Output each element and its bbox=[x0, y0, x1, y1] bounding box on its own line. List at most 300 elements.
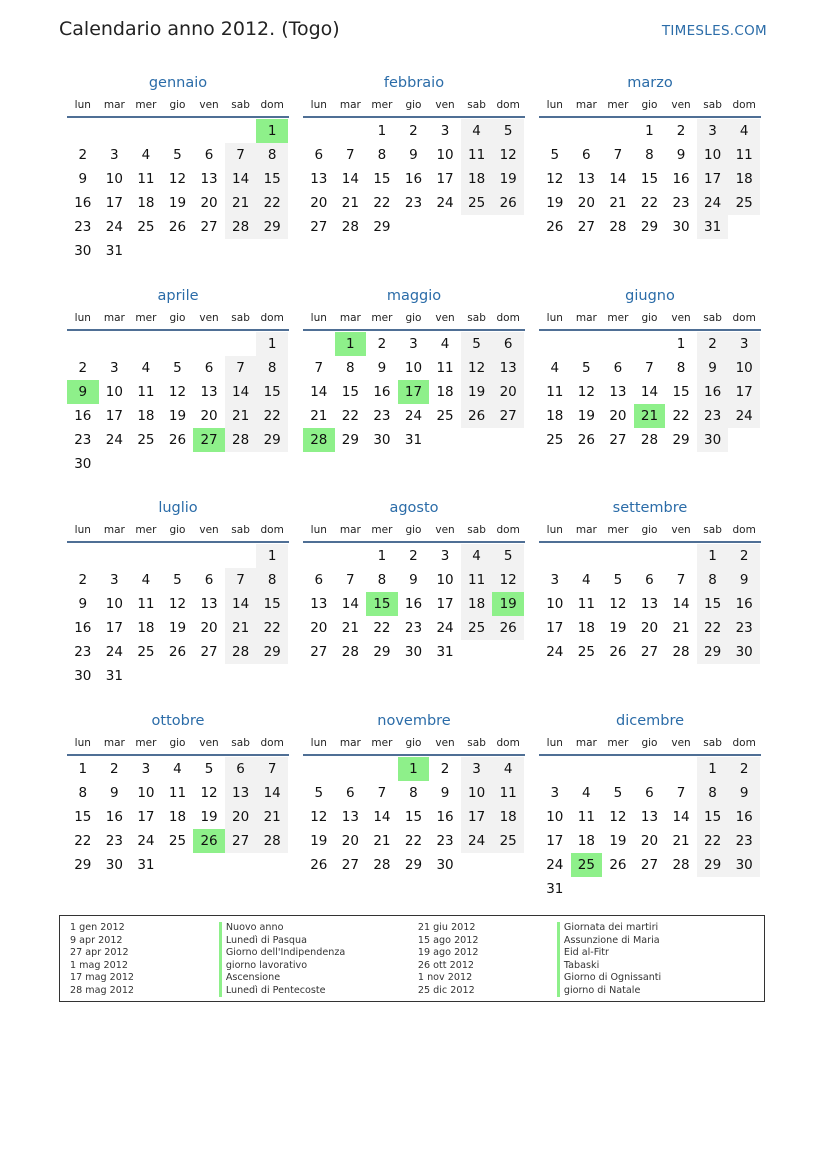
empty-cell bbox=[539, 757, 571, 781]
weekday-label: gio bbox=[641, 312, 658, 324]
day-cell: 10 bbox=[728, 356, 760, 380]
day-cell: 12 bbox=[492, 143, 524, 167]
empty-cell bbox=[728, 428, 760, 452]
day-cell: 3 bbox=[110, 147, 119, 163]
day-cell: 4 bbox=[440, 336, 450, 352]
day-cell: 26 bbox=[609, 644, 627, 660]
empty-cell bbox=[602, 332, 634, 356]
day-cell: 23 bbox=[672, 195, 690, 211]
day-cell: 13 bbox=[492, 356, 524, 380]
day-cell: 24 bbox=[546, 644, 564, 660]
day-cell: 25 bbox=[168, 833, 187, 849]
day-cell: 2 bbox=[78, 147, 88, 163]
empty-cell bbox=[256, 853, 288, 877]
day-cell: 26 bbox=[492, 191, 524, 215]
empty-cell bbox=[571, 877, 603, 901]
day-cell: 27 bbox=[341, 857, 359, 873]
weekday-label: lun bbox=[74, 312, 91, 324]
empty-cell bbox=[193, 544, 225, 568]
holiday-day-cell: 1 bbox=[335, 332, 367, 356]
week-row bbox=[303, 568, 525, 592]
empty-cell bbox=[225, 853, 257, 877]
day-cell: 3 bbox=[697, 119, 729, 143]
day-cell: 29 bbox=[373, 644, 391, 660]
day-cell: 31 bbox=[105, 668, 123, 684]
day-cell: 3 bbox=[461, 757, 493, 781]
day-cell: 20 bbox=[640, 833, 659, 849]
day-cell: 13 bbox=[225, 781, 257, 805]
week-row bbox=[67, 428, 289, 452]
holiday-day-cell: 9 bbox=[67, 380, 99, 404]
empty-cell bbox=[697, 877, 729, 901]
weekday-label: mar bbox=[339, 737, 361, 749]
month-maggio bbox=[303, 285, 525, 452]
day-cell: 23 bbox=[74, 644, 92, 660]
day-cell: 29 bbox=[341, 432, 359, 448]
weekday-header bbox=[67, 732, 289, 756]
day-cell: 10 bbox=[105, 596, 123, 612]
day-cell: 23 bbox=[697, 404, 729, 428]
day-cell: 17 bbox=[137, 809, 155, 825]
day-cell: 23 bbox=[74, 432, 92, 448]
weekday-label: dom bbox=[496, 737, 520, 749]
day-cell: 24 bbox=[137, 833, 155, 849]
day-cell: 2 bbox=[697, 332, 729, 356]
day-cell: 18 bbox=[137, 195, 155, 211]
day-cell: 15 bbox=[640, 171, 659, 187]
month-name: novembre bbox=[377, 713, 451, 729]
empty-cell bbox=[256, 452, 288, 476]
day-cell: 20 bbox=[577, 195, 595, 211]
day-cell: 10 bbox=[436, 147, 454, 163]
day-cell: 8 bbox=[256, 568, 288, 592]
day-cell: 21 bbox=[609, 195, 627, 211]
week-row bbox=[539, 640, 761, 664]
day-cell: 1 bbox=[645, 123, 654, 139]
day-cell: 15 bbox=[341, 384, 359, 400]
day-cell: 30 bbox=[728, 853, 760, 877]
day-cell: 22 bbox=[640, 195, 659, 211]
day-cell: 17 bbox=[436, 596, 454, 612]
month-febbraio bbox=[303, 72, 525, 239]
day-cell: 6 bbox=[645, 785, 654, 801]
weekday-label: gio bbox=[641, 737, 658, 749]
page-title: Calendario anno 2012. (Togo) bbox=[59, 18, 340, 40]
empty-cell bbox=[634, 877, 666, 901]
week-row bbox=[67, 805, 289, 829]
day-cell: 5 bbox=[314, 785, 324, 801]
day-cell: 28 bbox=[225, 215, 257, 239]
empty-cell bbox=[492, 853, 524, 877]
day-cell: 17 bbox=[105, 620, 123, 636]
day-cell: 10 bbox=[461, 781, 493, 805]
day-cell: 8 bbox=[409, 785, 418, 801]
week-row bbox=[539, 356, 761, 380]
day-cell: 4 bbox=[461, 119, 493, 143]
day-cell: 6 bbox=[204, 147, 214, 163]
day-cell: 28 bbox=[672, 857, 690, 873]
day-cell: 6 bbox=[314, 572, 324, 588]
day-cell: 26 bbox=[461, 404, 493, 428]
weekday-label: sab bbox=[703, 524, 722, 536]
empty-cell bbox=[492, 640, 524, 664]
empty-cell bbox=[130, 332, 162, 356]
day-cell: 7 bbox=[314, 360, 324, 376]
weekday-label: sab bbox=[231, 524, 250, 536]
day-cell: 5 bbox=[204, 761, 214, 777]
weekday-label: gio bbox=[169, 524, 186, 536]
day-cell: 21 bbox=[672, 833, 690, 849]
day-cell: 16 bbox=[74, 195, 92, 211]
legend-holiday-name: Lunedì di Pentecoste bbox=[219, 985, 416, 998]
day-cell: 31 bbox=[105, 243, 123, 259]
empty-cell bbox=[602, 119, 634, 143]
day-cell: 8 bbox=[697, 568, 729, 592]
weekday-label: mer bbox=[135, 99, 157, 111]
day-cell: 3 bbox=[440, 123, 450, 139]
day-cell: 26 bbox=[609, 857, 627, 873]
day-cell: 13 bbox=[609, 384, 627, 400]
day-cell: 30 bbox=[697, 428, 729, 452]
legend-date: 28 mag 2012 bbox=[70, 984, 135, 996]
day-cell: 7 bbox=[613, 147, 623, 163]
day-cell: 26 bbox=[577, 432, 595, 448]
legend-holiday-name: Giornata dei martiri bbox=[557, 922, 754, 935]
month-settembre bbox=[539, 497, 761, 664]
month-giugno bbox=[539, 285, 761, 452]
legend-holiday-name: Assunzione di Maria bbox=[557, 935, 754, 948]
day-cell: 18 bbox=[577, 833, 595, 849]
week-row bbox=[67, 853, 289, 877]
day-cell: 31 bbox=[546, 881, 564, 897]
weekday-label: gio bbox=[641, 524, 658, 536]
month-novembre bbox=[303, 710, 525, 877]
day-cell: 27 bbox=[640, 644, 659, 660]
day-cell: 22 bbox=[373, 620, 391, 636]
weekday-label: gio bbox=[405, 524, 422, 536]
day-cell: 16 bbox=[105, 809, 123, 825]
week-row bbox=[303, 592, 525, 616]
empty-cell bbox=[99, 119, 131, 143]
day-cell: 4 bbox=[492, 757, 524, 781]
weekday-label: mar bbox=[103, 99, 125, 111]
empty-cell bbox=[256, 664, 288, 688]
day-cell: 25 bbox=[577, 644, 595, 660]
day-cell: 30 bbox=[404, 644, 423, 660]
day-cell: 23 bbox=[404, 195, 423, 211]
empty-cell bbox=[303, 757, 335, 781]
day-cell: 16 bbox=[404, 596, 423, 612]
empty-cell bbox=[461, 428, 493, 452]
day-cell: 17 bbox=[546, 833, 564, 849]
legend-holiday-name: giorno di Natale bbox=[557, 985, 754, 998]
weekday-label: mar bbox=[339, 312, 361, 324]
day-cell: 20 bbox=[200, 408, 218, 424]
weekday-label: dom bbox=[496, 312, 520, 324]
week-row bbox=[303, 143, 525, 167]
day-cell: 25 bbox=[137, 432, 155, 448]
weekday-label: mer bbox=[607, 737, 629, 749]
week-row bbox=[539, 853, 761, 877]
day-cell: 18 bbox=[461, 167, 493, 191]
day-cell: 26 bbox=[168, 432, 187, 448]
day-cell: 14 bbox=[640, 384, 659, 400]
week-row bbox=[303, 544, 525, 568]
day-cell: 1 bbox=[78, 761, 88, 777]
legend-names-column-1 bbox=[219, 922, 416, 995]
day-cell: 23 bbox=[728, 616, 760, 640]
day-cell: 19 bbox=[546, 195, 564, 211]
day-cell: 18 bbox=[546, 408, 564, 424]
day-cell: 18 bbox=[436, 384, 454, 400]
day-cell: 11 bbox=[436, 360, 454, 376]
weekday-label: ven bbox=[671, 737, 691, 749]
holiday-day-cell: 15 bbox=[366, 592, 398, 616]
weekday-label: mer bbox=[607, 312, 629, 324]
holiday-day-cell: 21 bbox=[634, 404, 666, 428]
empty-cell bbox=[67, 119, 99, 143]
week-row bbox=[303, 781, 525, 805]
day-cell: 20 bbox=[200, 620, 218, 636]
weekday-label: mar bbox=[339, 524, 361, 536]
empty-cell bbox=[634, 332, 666, 356]
weekday-label: mar bbox=[575, 99, 597, 111]
day-cell: 21 bbox=[373, 833, 391, 849]
day-cell: 18 bbox=[168, 809, 187, 825]
day-cell: 2 bbox=[676, 123, 686, 139]
week-row bbox=[303, 119, 525, 143]
day-cell: 2 bbox=[78, 360, 88, 376]
day-cell: 12 bbox=[168, 384, 187, 400]
day-cell: 15 bbox=[74, 809, 92, 825]
week-row bbox=[539, 616, 761, 640]
empty-cell bbox=[303, 119, 335, 143]
empty-cell bbox=[225, 544, 257, 568]
week-row bbox=[539, 404, 761, 428]
day-cell: 27 bbox=[225, 829, 257, 853]
day-cell: 3 bbox=[409, 336, 418, 352]
day-cell: 19 bbox=[609, 833, 627, 849]
month-name: gennaio bbox=[148, 75, 208, 91]
week-row bbox=[67, 781, 289, 805]
day-cell: 17 bbox=[436, 171, 454, 187]
day-cell: 24 bbox=[436, 195, 454, 211]
month-name: giugno bbox=[625, 288, 675, 304]
day-cell: 21 bbox=[341, 195, 359, 211]
day-cell: 29 bbox=[672, 432, 690, 448]
day-cell: 1 bbox=[697, 757, 729, 781]
legend-holiday-name: Giorno di Ognissanti bbox=[557, 972, 754, 985]
legend-holiday-name: Giorno dell'Indipendenza bbox=[219, 947, 416, 960]
empty-cell bbox=[193, 239, 225, 263]
day-cell: 15 bbox=[697, 592, 729, 616]
day-cell: 7 bbox=[346, 572, 355, 588]
day-cell: 3 bbox=[440, 548, 450, 564]
empty-cell bbox=[429, 428, 461, 452]
day-cell: 22 bbox=[672, 408, 690, 424]
day-cell: 25 bbox=[461, 616, 493, 640]
day-cell: 7 bbox=[256, 757, 288, 781]
day-cell: 29 bbox=[74, 857, 92, 873]
day-cell: 31 bbox=[697, 215, 729, 239]
empty-cell bbox=[225, 664, 257, 688]
day-cell: 24 bbox=[461, 829, 493, 853]
day-cell: 17 bbox=[697, 167, 729, 191]
holiday-day-cell: 26 bbox=[193, 829, 225, 853]
day-cell: 9 bbox=[728, 568, 760, 592]
weekday-header bbox=[539, 94, 761, 118]
holiday-day-cell: 25 bbox=[571, 853, 603, 877]
day-cell: 14 bbox=[341, 596, 359, 612]
day-cell: 5 bbox=[173, 572, 182, 588]
weekday-header bbox=[303, 519, 525, 543]
weekday-header bbox=[303, 94, 525, 118]
empty-cell bbox=[335, 119, 367, 143]
day-cell: 5 bbox=[613, 785, 623, 801]
day-cell: 19 bbox=[492, 167, 524, 191]
empty-cell bbox=[335, 544, 367, 568]
day-cell: 13 bbox=[200, 596, 218, 612]
day-cell: 29 bbox=[404, 857, 423, 873]
day-cell: 23 bbox=[728, 829, 760, 853]
day-cell: 13 bbox=[200, 384, 218, 400]
day-cell: 25 bbox=[137, 644, 155, 660]
week-row bbox=[303, 404, 525, 428]
weekday-label: sab bbox=[467, 524, 486, 536]
empty-cell bbox=[162, 452, 194, 476]
weekday-header bbox=[539, 307, 761, 331]
empty-cell bbox=[398, 215, 430, 239]
weekday-label: mar bbox=[103, 737, 125, 749]
day-cell: 8 bbox=[256, 356, 288, 380]
weekday-label: lun bbox=[74, 99, 91, 111]
day-cell: 2 bbox=[377, 336, 387, 352]
day-cell: 14 bbox=[310, 384, 328, 400]
day-cell: 25 bbox=[436, 408, 454, 424]
month-name: febbraio bbox=[383, 75, 445, 91]
week-row bbox=[303, 805, 525, 829]
weekday-label: lun bbox=[546, 737, 563, 749]
brand-link[interactable]: TIMESLES.COM bbox=[661, 23, 767, 39]
empty-cell bbox=[130, 452, 162, 476]
empty-cell bbox=[492, 428, 524, 452]
day-cell: 5 bbox=[582, 360, 591, 376]
empty-cell bbox=[193, 332, 225, 356]
month-ottobre bbox=[67, 710, 289, 877]
day-cell: 12 bbox=[310, 809, 328, 825]
week-row bbox=[303, 640, 525, 664]
empty-cell bbox=[193, 664, 225, 688]
weekday-label: mar bbox=[575, 524, 597, 536]
day-cell: 25 bbox=[137, 219, 155, 235]
day-cell: 23 bbox=[74, 219, 92, 235]
day-cell: 25 bbox=[728, 191, 760, 215]
day-cell: 21 bbox=[256, 805, 288, 829]
day-cell: 31 bbox=[436, 644, 454, 660]
weekday-label: dom bbox=[732, 99, 756, 111]
month-agosto bbox=[303, 497, 525, 664]
day-cell: 8 bbox=[377, 572, 387, 588]
weekday-label: mar bbox=[575, 312, 597, 324]
weekday-label: sab bbox=[467, 737, 486, 749]
day-cell: 7 bbox=[225, 356, 257, 380]
weekday-label: gio bbox=[405, 737, 422, 749]
day-cell: 6 bbox=[492, 332, 524, 356]
day-cell: 13 bbox=[310, 596, 328, 612]
day-cell: 29 bbox=[256, 640, 288, 664]
weekday-label: lun bbox=[310, 737, 327, 749]
day-cell: 18 bbox=[137, 408, 155, 424]
day-cell: 16 bbox=[74, 620, 92, 636]
empty-cell bbox=[193, 452, 225, 476]
day-cell: 28 bbox=[341, 219, 359, 235]
day-cell: 11 bbox=[461, 143, 493, 167]
weekday-header bbox=[67, 307, 289, 331]
weekday-label: sab bbox=[467, 99, 486, 111]
weekday-header bbox=[539, 519, 761, 543]
day-cell: 12 bbox=[546, 171, 564, 187]
weekday-label: ven bbox=[435, 312, 455, 324]
week-row bbox=[539, 380, 761, 404]
day-cell: 12 bbox=[609, 809, 627, 825]
day-cell: 17 bbox=[105, 408, 123, 424]
day-cell: 12 bbox=[168, 171, 187, 187]
week-row bbox=[67, 119, 289, 143]
day-cell: 18 bbox=[137, 620, 155, 636]
day-cell: 3 bbox=[141, 761, 151, 777]
day-cell: 7 bbox=[676, 785, 686, 801]
day-cell: 11 bbox=[137, 596, 155, 612]
empty-cell bbox=[162, 239, 194, 263]
day-cell: 20 bbox=[225, 805, 257, 829]
day-cell: 30 bbox=[373, 432, 391, 448]
weekday-label: ven bbox=[199, 524, 219, 536]
day-cell: 10 bbox=[546, 596, 564, 612]
empty-cell bbox=[335, 757, 367, 781]
day-cell: 8 bbox=[645, 147, 654, 163]
week-row bbox=[539, 544, 761, 568]
day-cell: 4 bbox=[461, 544, 493, 568]
day-cell: 10 bbox=[105, 171, 123, 187]
weekday-label: gio bbox=[169, 737, 186, 749]
day-cell: 6 bbox=[582, 147, 591, 163]
day-cell: 2 bbox=[440, 761, 450, 777]
day-cell: 18 bbox=[728, 167, 760, 191]
week-row bbox=[303, 167, 525, 191]
day-cell: 27 bbox=[310, 644, 328, 660]
day-cell: 14 bbox=[341, 171, 359, 187]
day-cell: 19 bbox=[168, 408, 187, 424]
week-row bbox=[303, 853, 525, 877]
legend-holiday-name: Ascensione bbox=[219, 972, 416, 985]
day-cell: 14 bbox=[672, 809, 690, 825]
day-cell: 20 bbox=[609, 408, 627, 424]
day-cell: 26 bbox=[492, 616, 524, 640]
empty-cell bbox=[162, 332, 194, 356]
weekday-label: ven bbox=[199, 99, 219, 111]
day-cell: 5 bbox=[173, 360, 182, 376]
day-cell: 11 bbox=[546, 384, 564, 400]
day-cell: 8 bbox=[346, 360, 355, 376]
weekday-label: sab bbox=[231, 737, 250, 749]
day-cell: 22 bbox=[697, 616, 729, 640]
weekday-label: dom bbox=[732, 524, 756, 536]
day-cell: 19 bbox=[310, 833, 328, 849]
day-cell: 12 bbox=[168, 596, 187, 612]
day-cell: 29 bbox=[697, 640, 729, 664]
day-cell: 19 bbox=[168, 195, 187, 211]
legend-date: 17 mag 2012 bbox=[70, 972, 135, 983]
